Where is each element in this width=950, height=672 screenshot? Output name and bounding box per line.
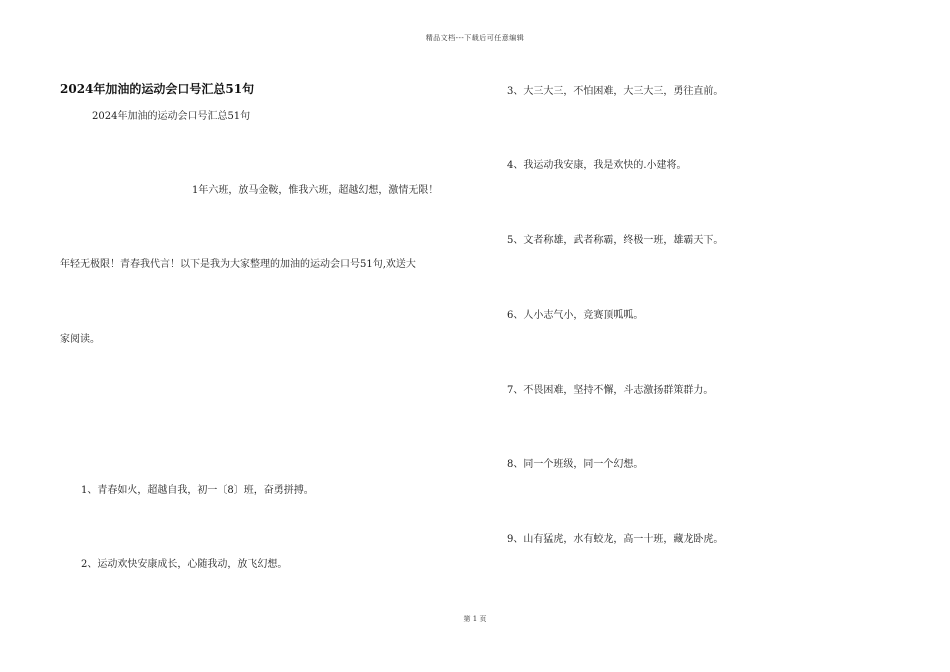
page-header-note: 精品文档---下载后可任意编辑 — [425, 34, 525, 42]
slogan-item-1: 1、青春如火，超越自我，初一〔8〕班，奋勇拼搏。 — [81, 485, 314, 496]
slogan-item-6: 6、人小志气小，竞赛顶呱呱。 — [507, 310, 644, 321]
document-subtitle: 2024年加油的运动会口号汇总51句 — [92, 111, 251, 122]
slogan-item-7: 7、不畏困难，坚持不懈，斗志激扬群策群力。 — [507, 385, 714, 396]
slogan-item-4: 4、我运动我安康，我是欢快的.小建将。 — [507, 160, 687, 171]
slogan-item-8: 8、同一个班级，同一个幻想。 — [507, 459, 644, 470]
slogan-item-5: 5、文者称雄，武者称霸，终极一班，雄霸天下。 — [507, 235, 724, 246]
intro-line-1: 1年六班，放马金鞍，惟我六班，超越幻想，激情无限！ — [192, 185, 439, 196]
page-number: 第 1 页 — [463, 615, 487, 623]
intro-line-3: 家阅读。 — [60, 334, 100, 345]
slogan-item-3: 3、大三大三，不怕困难，大三大三，勇往直前。 — [507, 86, 724, 97]
slogan-item-2: 2、运动欢快安康成长，心随我动，放飞幻想。 — [81, 559, 288, 570]
intro-line-2: 年轻无极限！青春我代言！以下是我为大家整理的加油的运动会口号51句,欢送大 — [60, 259, 416, 270]
slogan-item-9: 9、山有猛虎，水有蛟龙，高一十班，藏龙卧虎。 — [507, 534, 724, 545]
document-title: 2024年加油的运动会口号汇总51句 — [60, 82, 255, 96]
